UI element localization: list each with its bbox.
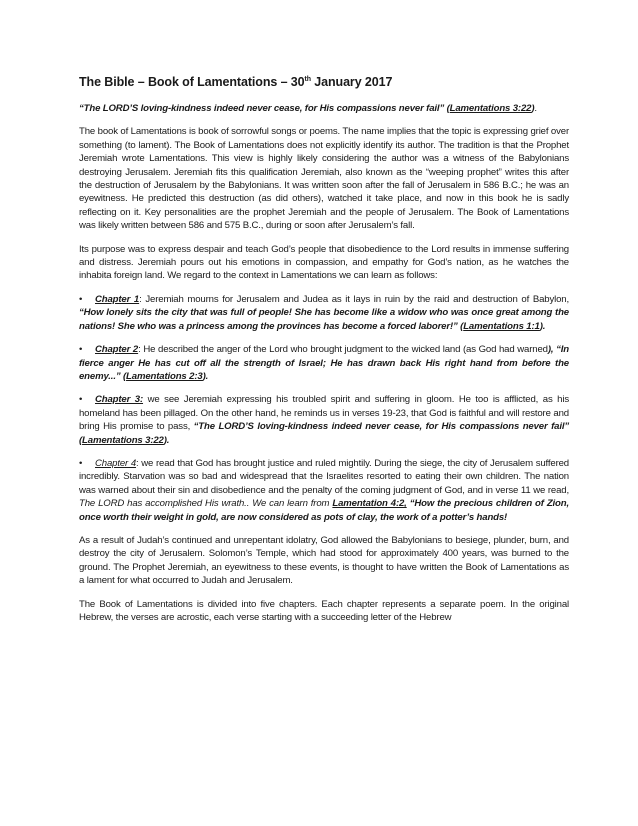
chapter-3-item: • Chapter 3: we see Jeremiah expressing his troubled spirit and suffering in gloom. He too is afflicted, as his homeland has been pillaged. On the other hand, he reminds us in verses 19-23, that God is faithful and will restore and bring His promise to pass, “The LORD’S loving-kindness indeed never cease, for His compassions never fail” (Lamentations 3:22). — [79, 394, 569, 446]
chapter-1-label: Chapter 1 — [95, 293, 140, 305]
bullet: • — [79, 394, 83, 406]
chapter-1-item: • Chapter 1: Jeremiah mourns for Jerusalem and Judea as it lays in ruin by the raid and destruction of Babylon, “How lonely sits the city that was full of people! She has become like a widow who was once great among the nations! She who was a princess among the provinces has become a forced laborer!” (Lamentations 1:1). — [79, 293, 569, 332]
chapter-1-reference: Lamentations 1:1 — [463, 320, 540, 332]
chapter-2-reference: Lamentations 2:3 — [126, 370, 203, 382]
paragraph-judah: As a result of Judah’s continued and unrepentant idolatry, God allowed the Babylonians to besiege, plunder, burn, and destroy the city of Jerusalem. Solomon’s Temple, which had stood for approximately 400 years, was burned to the ground. The Prophet Jeremiah, an eyewitness to these events, is thought to have written the Book of Lamentations as a lament for what occurred to Judah and Jerusalem. — [79, 534, 569, 587]
chapter-3-reference: Lamentations 3:22 — [82, 434, 164, 446]
paragraph-purpose: Its purpose was to express despair and teach God’s people that disobedience to the Lord results in immense suffering and distress. Jeremiah pours out his emotions in compassion, and empathy for God’s nation, as he watches the inhabita foreign land. We regard to the context in Lamentations we can learn as follows: — [79, 243, 569, 282]
chapter-2-label: Chapter 2 — [95, 344, 139, 356]
bullet: • — [79, 457, 83, 469]
chapter-2-item: • Chapter 2: He described the anger of the Lord who brought judgment to the wicked land (as God had warned), “In fierce anger He has cut off all the strength of Israel; He has drawn back His right hand from before the enemy...” (Lamentations 2:3). — [79, 344, 569, 382]
paragraph-authorship: The book of Lamentations is book of sorrowful songs or poems. The name implies that the topic is expressing grief over something (to lament). The Book of Lamentations does not explicitly identify its author. The tradition is that the Prophet Jeremiah wrote Lamentations. This view is highly likely considering the author was a witness of the Babylonians destroying Jerusalem. Jeremiah fits this qualification Jeremiah, also known as the “weeping prophet” writes this after the destruction of Jerusalem by the Babylonians. It was written soon after the fall of Jerusalem in 586 B.C.; he was an eyewitness. He predicted this destruction (as did others), watched it take place, and now in this book he is sadly reflecting on it. Key personalities are the prophet Jeremiah and the people of Jerusalem. The Book of Lamentations was likely written between 586 and 575 B.C., during or soon after Jerusalem’s fall. — [79, 126, 569, 232]
chapter-4-label: Chapter 4 — [95, 457, 137, 469]
bullet: • — [79, 344, 83, 356]
document-page — [79, 74, 569, 634]
chapter-4-reference: Lamentation 4:2, — [332, 498, 407, 510]
chapter-3-label: Chapter 3: — [95, 394, 144, 406]
paragraph-structure: The Book of Lamentations is divided into five chapters. Each chapter represents a separate poem. In the original Hebrew, the verses are acrostic, each verse starting with a succeeding letter of the Hebrew — [79, 598, 569, 623]
epigraph-reference: Lamentations 3:22 — [449, 103, 532, 114]
bullet: • — [79, 293, 83, 305]
epigraph: “The LORD’S loving-kindness indeed never cease, for His compassions never fail” (Lamentations 3:22). — [79, 103, 537, 114]
page-title: The Bible – Book of Lamentations – 30th January 2017 — [79, 75, 393, 89]
chapter-4-item: • Chapter 4: we read that God has brought justice and ruled mightily. During the siege, the city of Jerusalem suffered incredibly. Starvation was so bad and widespread that the Israelites resorted to eating their own children. The nation was warned about their sin and disobedience and the penalty of the coming judgment of God, and in verse 11 we read, The LORD has accomplished His wrath.. We can learn from Lamentation 4:2, “How the precious children of Zion, once worth their weight in gold, are now considered as pots of clay, the work of a potter’s hands! — [79, 457, 569, 523]
